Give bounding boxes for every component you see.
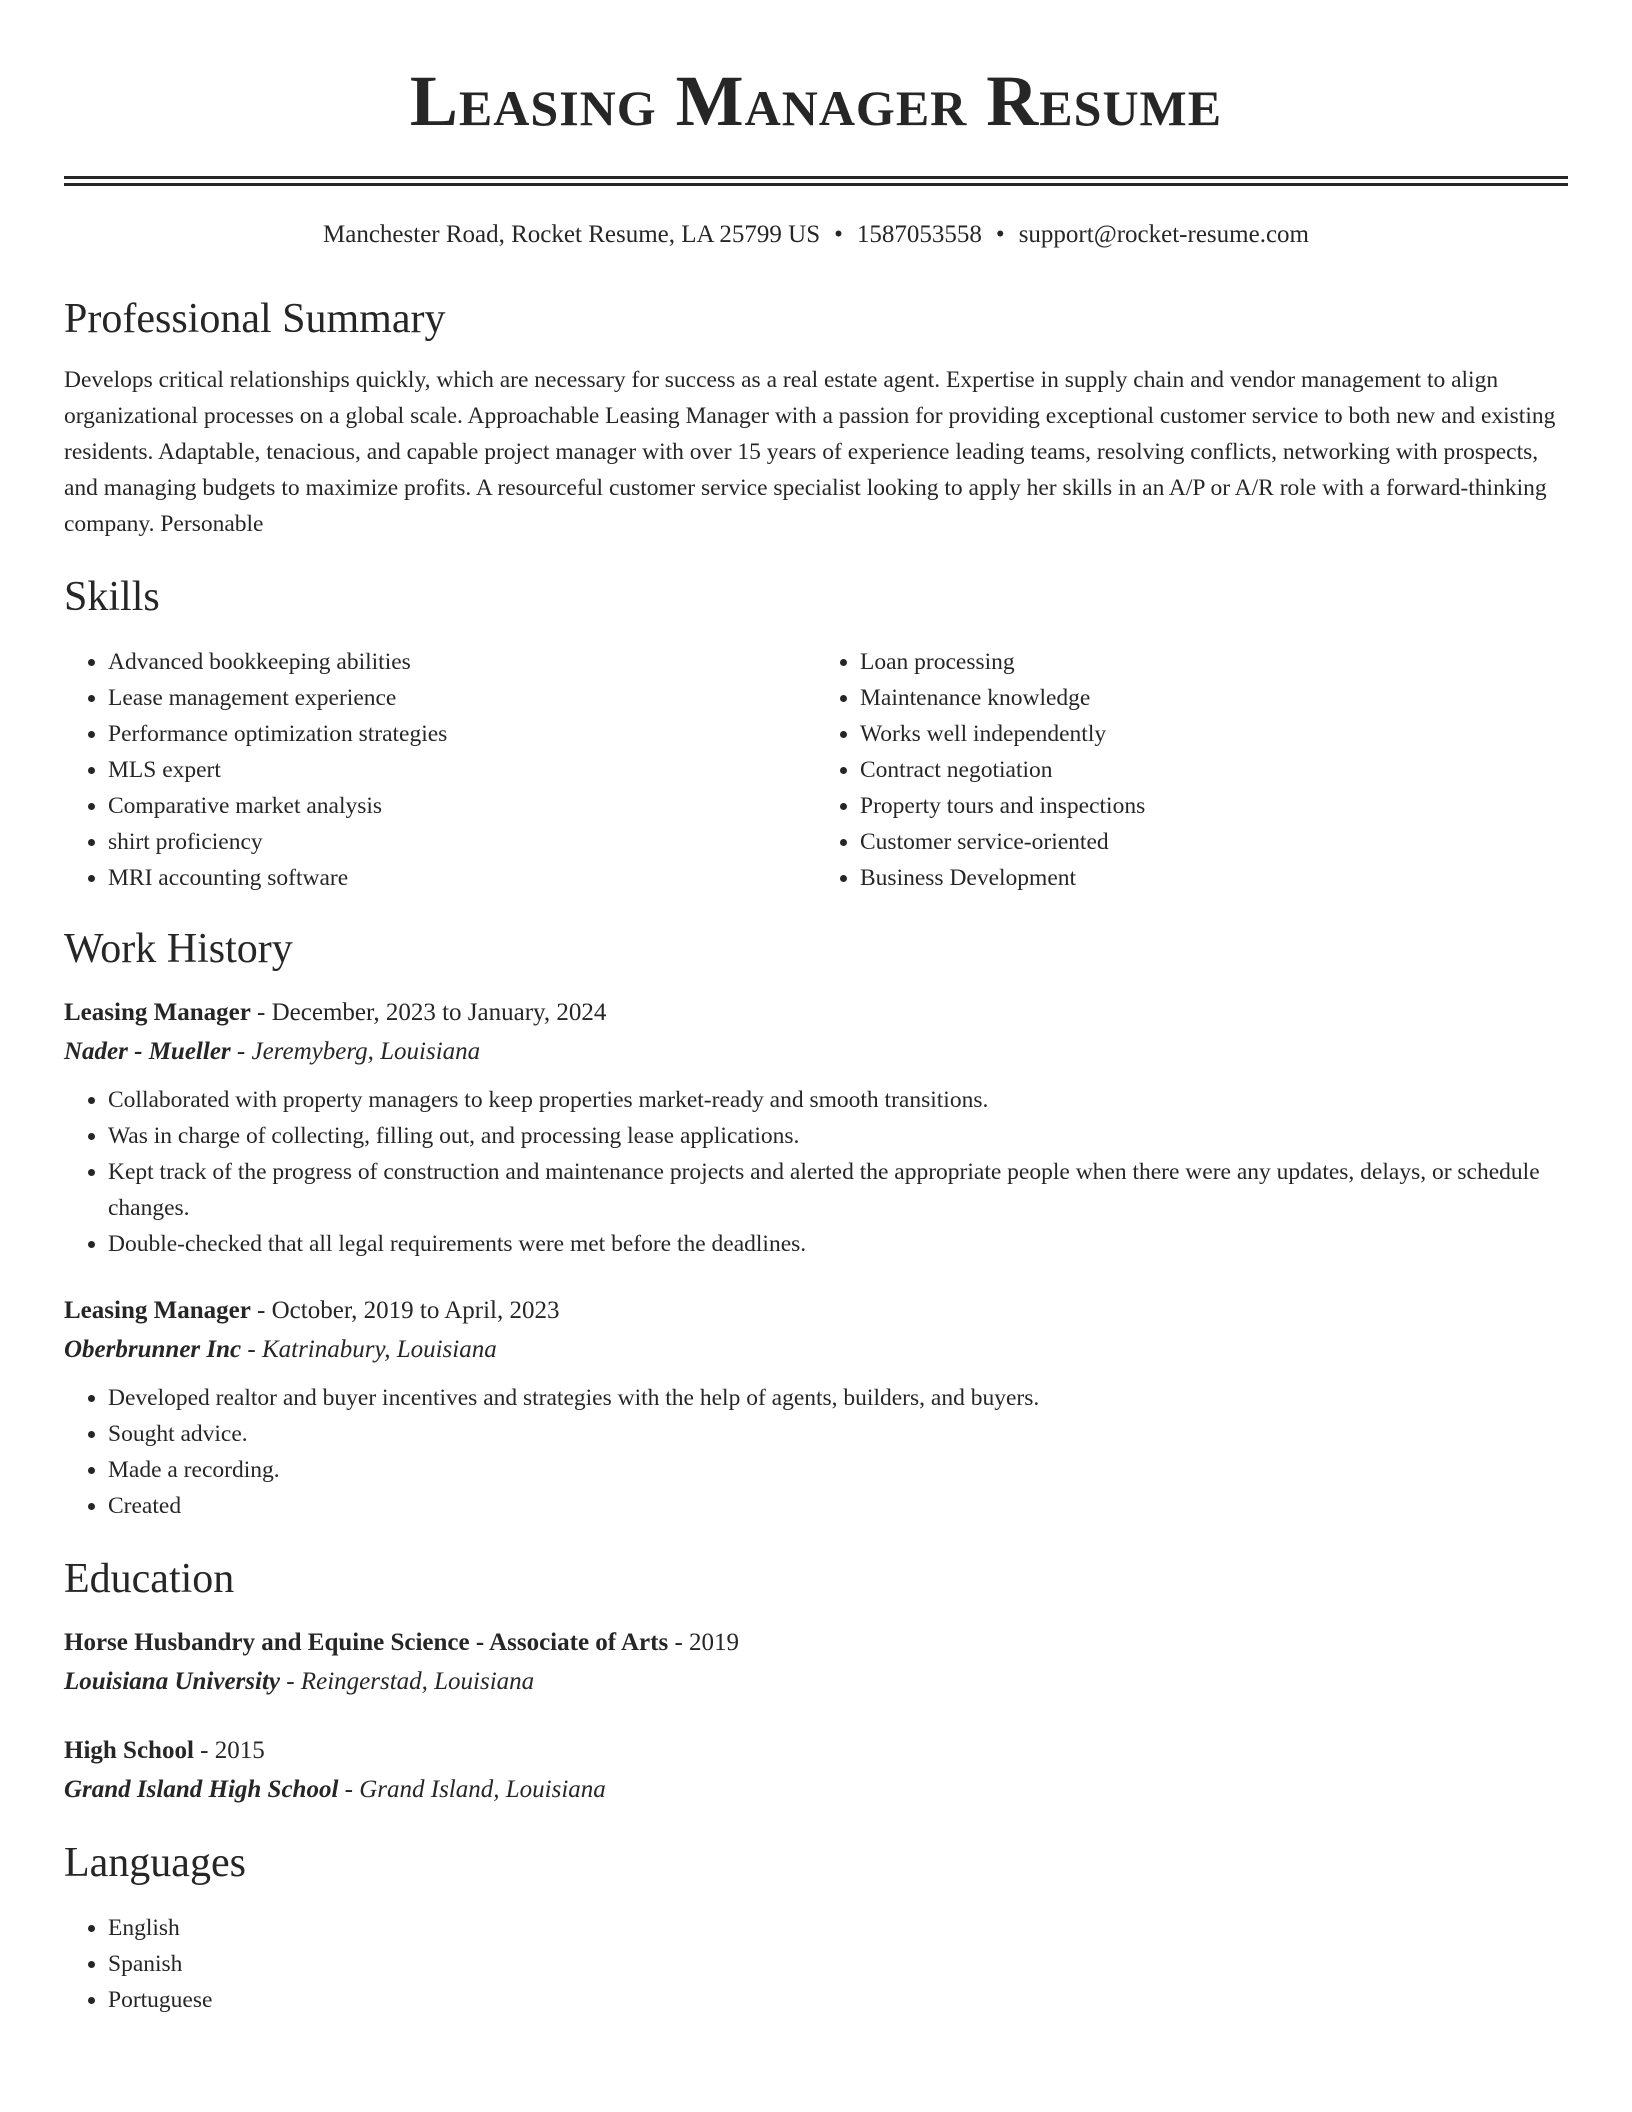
- job-bullets: [64, 1380, 1568, 1524]
- skill-item: • Lease management experience: [108, 680, 816, 716]
- skills-list: [64, 644, 1568, 896]
- skill-item: • Performance optimization strategies: [108, 716, 816, 752]
- languages-heading: Languages: [64, 1840, 246, 1886]
- education-degree-line: [64, 1732, 1568, 1770]
- job-bullet: • Made a recording.: [108, 1452, 1568, 1488]
- job-bullet: • Was in charge of collecting, filling out, and processing lease applications.: [108, 1118, 1568, 1154]
- job-location: - Jeremyberg, Louisiana: [230, 1038, 481, 1065]
- job-bullet: • Developed realtor and buyer incentives and strategies with the help of agents, builders, and buyers.: [108, 1380, 1568, 1416]
- job-bullet: • Collaborated with property managers to keep properties market-ready and smooth transitions.: [108, 1082, 1568, 1118]
- job-bullets: [64, 1082, 1568, 1262]
- skill-item: • Contract negotiation: [860, 752, 1568, 788]
- job-location: - Katrinabury, Louisiana: [241, 1336, 497, 1363]
- education-entry: [64, 1732, 1568, 1810]
- education-heading: Education: [64, 1556, 235, 1602]
- job-entry: [64, 994, 1568, 1262]
- skills-column-left: [64, 644, 816, 896]
- skill-item: • Works well independently: [860, 716, 1568, 752]
- job-company: Nader - Mueller: [64, 1038, 231, 1065]
- contact-separator: •: [995, 221, 1005, 248]
- languages-list: [64, 1910, 1568, 2018]
- education-school-line: [64, 1662, 1568, 1702]
- skill-item: • Loan processing: [860, 644, 1568, 680]
- job-dates: - December, 2023 to January, 2024: [250, 999, 607, 1026]
- skill-item: • Customer service-oriented: [860, 824, 1568, 860]
- job-company-line: [64, 1330, 1568, 1370]
- education-degree: High School: [64, 1737, 194, 1764]
- education-degree-line: [64, 1624, 1568, 1662]
- job-bullet: • Kept track of the progress of construction and maintenance projects and alerted the appropriate people when there were any updates, delays, or schedule changes.: [108, 1154, 1568, 1226]
- education-degree: Horse Husbandry and Equine Science - Associate of Arts: [64, 1629, 669, 1656]
- language-item: • Spanish: [108, 1946, 1568, 1982]
- education-year: - 2015: [193, 1737, 265, 1764]
- job-title: Leasing Manager: [64, 999, 251, 1026]
- job-title: Leasing Manager: [64, 1297, 251, 1324]
- summary-text: Develops critical relationships quickly, which are necessary for success as a real estate agent. Expertise in supply chain and vendor management to align organizational processes on a global scale. Approachable Leasing Manager with a passion for providing exceptional customer service to both new and existing residents. Adaptable, tenacious, and capable project manager with over 15 years of experience leading teams, resolving conflicts, networking with prospects, and managing budgets to maximize profits. A resourceful customer service specialist looking to apply her skills in an A/P or A/R role with a forward-thinking company. Personable: [64, 367, 1556, 537]
- page-title: Leasing Manager Resume: [409, 61, 1223, 141]
- job-company: Oberbrunner Inc: [64, 1336, 242, 1363]
- job-entry: [64, 1292, 1568, 1524]
- contact-address: Manchester Road, Rocket Resume, LA 25799 US: [323, 221, 821, 248]
- education-year: - 2019: [668, 1629, 740, 1656]
- education-location: - Grand Island, Louisiana: [338, 1776, 606, 1803]
- job-company-line: [64, 1032, 1568, 1072]
- language-item: • Portuguese: [108, 1982, 1568, 2018]
- skill-item: • shirt proficiency: [108, 824, 816, 860]
- skill-item: • MRI accounting software: [108, 860, 816, 896]
- education-entry: [64, 1624, 1568, 1702]
- job-bullet: • Created: [108, 1488, 1568, 1524]
- contact-line: [64, 220, 1568, 250]
- summary-heading: Professional Summary: [64, 296, 446, 342]
- skill-item: • Comparative market analysis: [108, 788, 816, 824]
- job-title-line: [64, 1292, 1568, 1330]
- education-school: Grand Island High School: [64, 1776, 339, 1803]
- contact-separator: •: [834, 221, 843, 248]
- language-item: • English: [108, 1910, 1568, 1946]
- title-divider: [64, 176, 1568, 186]
- skill-item: • MLS expert: [108, 752, 816, 788]
- skill-item: • Property tours and inspections: [860, 788, 1568, 824]
- skill-item: • Business Development: [860, 860, 1568, 896]
- skills-heading: Skills: [64, 574, 160, 620]
- skills-column-right: [816, 644, 1568, 896]
- contact-email[interactable]: support@rocket-resume.com: [1018, 221, 1309, 248]
- job-dates: - October, 2019 to April, 2023: [250, 1297, 560, 1324]
- work-history-heading: Work History: [64, 926, 293, 972]
- skill-item: • Advanced bookkeeping abilities: [108, 644, 816, 680]
- education-school-line: [64, 1770, 1568, 1810]
- education-school: Louisiana University: [64, 1668, 280, 1695]
- job-bullet: • Double-checked that all legal requirements were met before the deadlines.: [108, 1226, 1568, 1262]
- education-location: - Reingerstad, Louisiana: [280, 1668, 535, 1695]
- job-title-line: [64, 994, 1568, 1032]
- skill-item: • Maintenance knowledge: [860, 680, 1568, 716]
- job-bullet: • Sought advice.: [108, 1416, 1568, 1452]
- contact-phone: 1587053558: [856, 221, 982, 248]
